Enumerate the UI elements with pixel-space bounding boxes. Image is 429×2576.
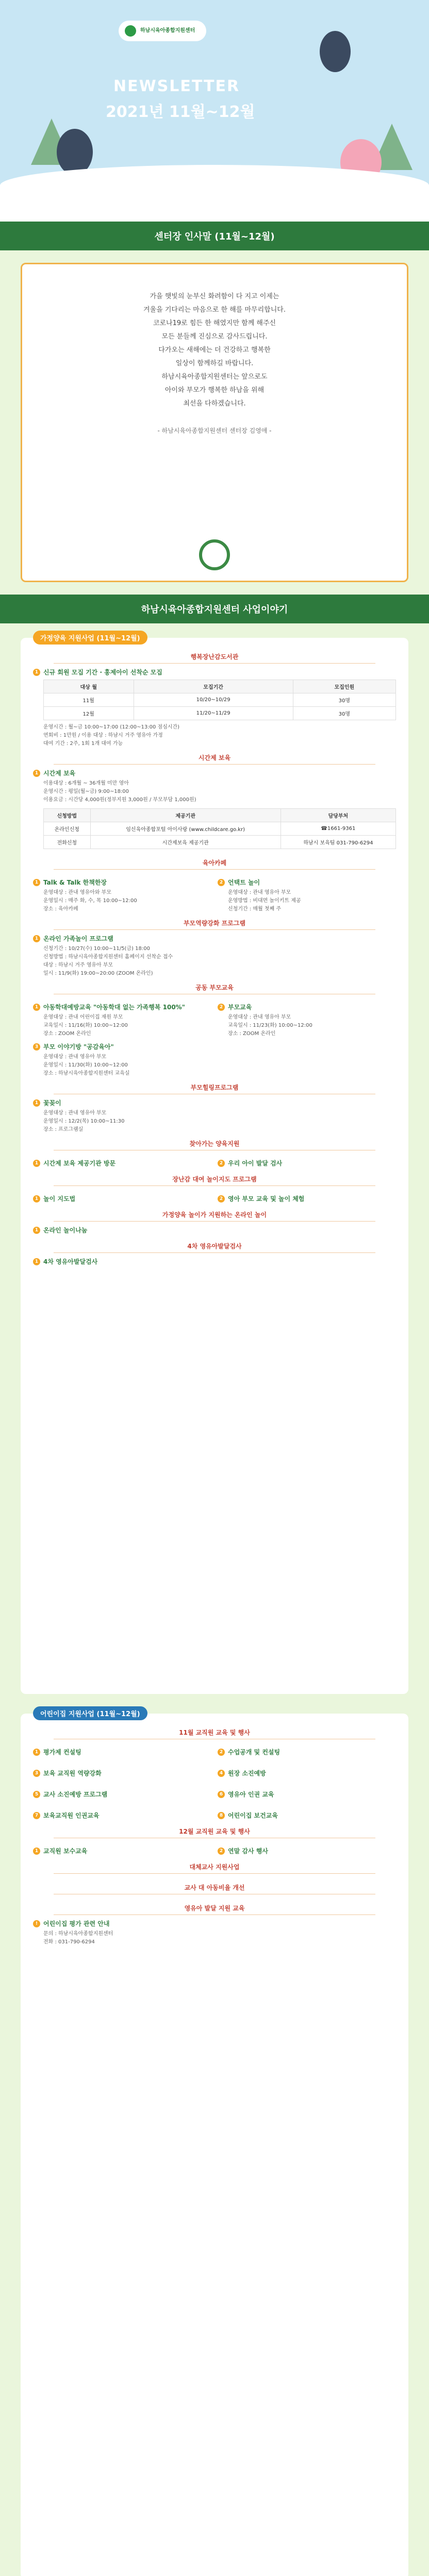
divider	[54, 1873, 375, 1874]
note-line: 운영일시 : 12/2(목) 10:00~11:30	[43, 1118, 125, 1124]
visit-grid	[33, 1155, 396, 1170]
item-title	[218, 1003, 396, 1011]
divider	[54, 929, 375, 930]
item-title-text: 꽃꽂이	[43, 1099, 61, 1107]
bullet-icon: 1	[33, 1160, 40, 1167]
item-title-text: 어린이집 평가 관련 안내	[43, 1920, 110, 1927]
item-title-text: 부모 이야기방 "공감육아"	[43, 1043, 114, 1050]
table-cell: 전화신청	[44, 836, 91, 849]
item-title-text: 온라인 가족놀이 프로그램	[43, 935, 113, 942]
sub-heading: 부모역량강화 프로그램	[183, 920, 246, 927]
note-line: 운영일시 : 11/30(화) 10:00~12:00	[43, 1062, 128, 1068]
item-title	[218, 1748, 396, 1756]
item-title-text: 교사 소진예방 프로그램	[43, 1791, 108, 1798]
toy-grid	[33, 1190, 396, 1205]
item-title	[33, 1790, 211, 1799]
item-title	[33, 769, 396, 777]
greeting-line: 아이와 부모가 행복한 하남을 위해	[164, 386, 265, 394]
bullet-icon: 1	[33, 1195, 40, 1202]
note-line: 운영일시 : 매주 화, 수, 목 10:00~12:00	[43, 898, 137, 904]
daycare-grid-2	[33, 1842, 396, 1857]
note-line: 운영시간 : 월~금 10:00~17:00 (12:00~13:00 점심시간)	[43, 724, 180, 730]
note-line: 운영대상 : 관내 영유아 부모	[43, 1110, 107, 1116]
bullet-icon: 1	[33, 879, 40, 886]
table-cell: 30명	[293, 693, 395, 707]
item-title	[33, 1042, 396, 1051]
bullet-icon: 6	[218, 1791, 225, 1798]
sub-heading: 교사 대 아동비율 개선	[184, 1884, 245, 1891]
item-title-text: Talk & Talk 한책한장	[43, 879, 107, 886]
bullet-icon: 3	[33, 1043, 40, 1050]
bullet-icon: 2	[218, 1160, 225, 1167]
item-title	[33, 668, 396, 676]
note-line: 이용대상 : 6개월 ~ 36개월 미만 영아	[43, 781, 129, 786]
penguin-icon	[57, 129, 93, 175]
item-title-text: 4차 영유아발달검사	[43, 1258, 98, 1265]
note-line: 운영시간 : 평일(월~금) 9:00~18:00	[43, 789, 129, 794]
item-title	[218, 1194, 396, 1203]
greeting-line: 최선을 다하겠습니다.	[183, 400, 246, 408]
item-notes	[218, 889, 396, 913]
note-line: 연회비 : 1만원 / 이용 대상 : 하남시 거주 영유아 가정	[43, 733, 163, 738]
item-title-text: 아동학대예방교육 "아동학대 없는 가족행복 100%"	[43, 1004, 185, 1011]
item-title	[33, 1846, 211, 1855]
table-row	[44, 693, 396, 707]
table-cell: 30명	[293, 707, 395, 720]
note-line: 운영대상 : 관내 영유아 부모	[43, 1054, 107, 1060]
item-title	[218, 1159, 396, 1167]
note-line: 운영대상 : 관내 영유아 부모	[228, 890, 291, 895]
item-title-text: 원장 소진예방	[228, 1770, 266, 1777]
greeting-line: 모든 분들께 진심으로 감사드립니다.	[161, 333, 268, 341]
note-line: 운영대상 : 관내 어린이집 재원 부모	[43, 1014, 123, 1020]
table-row	[44, 836, 396, 849]
sub-heading: 육아카페	[202, 859, 227, 867]
item-title	[33, 1159, 211, 1167]
item-title	[218, 878, 396, 887]
note-line: 교육일시 : 11/23(화) 10:00~12:00	[228, 1023, 312, 1028]
sub-heading: 11월 교직원 교육 및 행사	[179, 1729, 250, 1736]
greeting-section	[0, 250, 429, 595]
item-title-text: 보육 교직원 역량강화	[43, 1770, 102, 1777]
sub-heading: 12월 교직원 교육 및 행사	[179, 1828, 250, 1835]
item-notes	[218, 1013, 396, 1038]
table-cell: 12월	[44, 707, 134, 720]
bullet-icon: 1	[33, 669, 40, 676]
note-line: 이용요금 : 시간당 4,000원(정부지원 3,000원 / 부모부담 1,000원)	[43, 797, 196, 803]
bullet-icon: 2	[218, 1749, 225, 1756]
bullet-icon: 1	[33, 935, 40, 942]
item-title-text: 시간제 보육	[43, 770, 76, 777]
daycare-title-text: 어린이집 지원사업 (11월~12월)	[40, 1710, 140, 1718]
greeting-line: 코로나19로 힘든 한 해였지만 함께 해주신	[153, 319, 276, 327]
bullet-icon: !	[33, 1920, 40, 1927]
bullet-icon: 3	[33, 1770, 40, 1777]
greeting-line: 일상이 함께하길 바랍니다.	[175, 360, 254, 367]
snow-ground	[0, 165, 429, 222]
note-line: 장소 : 육아카페	[43, 906, 78, 912]
sub-heading: 공동 부모교육	[195, 984, 234, 991]
note-line: 장소 : 하남시육아종합지원센터 교육실	[43, 1071, 130, 1076]
item-title-text: 신규 회원 모집 기간 · 홍제아이 선착순 모집	[43, 669, 162, 676]
table-header: 모집기간	[134, 680, 293, 693]
table-header: 모집인원	[293, 680, 395, 693]
note-line: 일시 : 11/9(화) 19:00~20:00 (ZOOM 온라인)	[43, 971, 153, 976]
sub-heading: 시간제 보육	[198, 754, 231, 761]
item-title-text: 보육교직원 인권교육	[43, 1812, 100, 1819]
table-cell: 하남시 보육팀 031-790-6294	[280, 836, 395, 849]
item-notes	[33, 889, 211, 913]
item-title	[33, 1226, 396, 1234]
bullet-icon: 8	[218, 1812, 225, 1819]
greeting-signature: - 하남시육아종합지원센터 센터장 김영애 -	[157, 427, 272, 434]
sub-heading: 찾아가는 양육지원	[189, 1140, 240, 1147]
item-title-text: 시간제 보육 제공기관 방문	[43, 1160, 116, 1167]
logo-mark-icon	[125, 25, 136, 37]
item-notes	[33, 945, 396, 978]
note-line: 전화 : 031-790-6294	[43, 1939, 95, 1945]
item-title-text: 어린이집 보건교육	[228, 1812, 278, 1819]
item-title-text: 놀이 지도법	[43, 1195, 76, 1202]
divider	[54, 1252, 375, 1253]
edu-item	[33, 998, 211, 1038]
daycare-grid	[33, 1743, 396, 1822]
item-notes	[33, 1930, 396, 1946]
table-header: 대상 월	[44, 680, 134, 693]
greeting-banner: 센터장 인사말 (11월~12월)	[0, 222, 429, 250]
newsletter-date: 2021년 11월~12월	[106, 103, 255, 121]
sub-heading: 대체교사 지원사업	[189, 1863, 240, 1871]
divider	[54, 764, 375, 765]
table-header: 제공기관	[90, 809, 280, 822]
note-line: 장소 : ZOOM 온라인	[228, 1031, 276, 1037]
daycare-title	[33, 1706, 147, 1720]
note-line: 신청방법 : 하남시육아종합지원센터 홈페이지 선착순 접수	[43, 954, 173, 960]
logo-text: 하남시육아종합지원센터	[140, 28, 195, 33]
item-title-text: 교직원 보수교육	[43, 1848, 88, 1855]
daycare-card	[21, 1710, 408, 2576]
home-care-title	[33, 631, 147, 645]
home-care-card	[21, 635, 408, 1694]
item-title	[218, 1846, 396, 1855]
cafe-item	[218, 874, 396, 913]
sub-heading: 장난감 대여 놀이지도 프로그램	[172, 1176, 257, 1183]
item-title	[33, 1811, 211, 1820]
table-cell: 온라인신청	[44, 822, 91, 836]
item-title	[33, 1748, 211, 1756]
item-title	[33, 1769, 211, 1777]
item-title-text: 부모교육	[228, 1004, 252, 1011]
sub-heading: 가정양육 놀이가 지원하는 온라인 놀이	[162, 1211, 267, 1218]
bullet-icon: 1	[33, 770, 40, 777]
table-cell: 시간제보육 제공기관	[90, 836, 280, 849]
bullet-icon: 2	[218, 1004, 225, 1011]
bullet-icon: 2	[218, 1195, 225, 1202]
greeting-line: 다가오는 새해에는 더 건강하고 행복한	[158, 346, 271, 354]
item-notes	[33, 779, 396, 804]
edu-grid	[33, 998, 396, 1038]
item-title	[218, 1811, 396, 1820]
item-title-text: 평가제 컨설팅	[43, 1749, 81, 1756]
item-notes	[33, 1013, 211, 1038]
greeting-card	[21, 263, 408, 582]
sub-heading: 영유아 발달 지원 교육	[184, 1905, 245, 1912]
home-care-panel	[0, 623, 429, 1698]
table-cell: 10/20~10/29	[134, 693, 293, 707]
cafe-item	[33, 874, 211, 913]
item-title-text: 언택트 놀이	[228, 879, 260, 886]
edu-item	[218, 998, 396, 1038]
item-title-text: 연말 감사 행사	[228, 1848, 268, 1855]
bullet-icon: 1	[33, 1004, 40, 1011]
item-title	[33, 1194, 211, 1203]
bullet-icon: 1	[33, 1227, 40, 1234]
item-notes	[33, 1053, 396, 1078]
item-title	[218, 1790, 396, 1799]
table-cell: 11월	[44, 693, 134, 707]
item-title	[33, 1098, 396, 1107]
item-title-text: 수업공개 및 컨설팅	[228, 1749, 280, 1756]
divider	[54, 1914, 375, 1915]
greeting-line: 가을 햇빛의 눈부신 화려함이 다 지고 이제는	[150, 293, 279, 300]
bullet-icon: 5	[33, 1791, 40, 1798]
table-cell: 11/20~11/29	[134, 707, 293, 720]
divider	[54, 1185, 375, 1186]
item-title-text: 온라인 놀이나눔	[43, 1227, 88, 1234]
penguin-icon	[320, 31, 351, 72]
table-row	[44, 707, 396, 720]
item-notes	[33, 723, 396, 748]
greeting-line: 하남시육아종합지원센터는 앞으로도	[161, 373, 268, 381]
bullet-icon: 1	[33, 1848, 40, 1855]
table-row	[44, 822, 396, 836]
bullet-icon: 4	[218, 1770, 225, 1777]
note-line: 대여 기간 : 2주, 1회 1개 대여 가능	[43, 741, 123, 747]
daycare-panel	[0, 1698, 429, 2576]
bullet-icon: 7	[33, 1812, 40, 1819]
note-line: 운영대상 : 관내 영유아 부모	[228, 1014, 291, 1020]
item-title	[218, 1769, 396, 1777]
cafe-grid	[33, 874, 396, 913]
item-title	[33, 934, 396, 943]
note-line: 신청기간 : 10/27(수) 10:00~11/5(금) 18:00	[43, 946, 150, 952]
sub-heading: 행복장난감도서관	[190, 653, 239, 660]
bullet-icon: 2	[218, 1848, 225, 1855]
apply-table	[43, 808, 396, 849]
note-line: 운영방법 : 비대면 놀이키트 제공	[228, 898, 301, 904]
business-banner: 하남시육아종합지원센터 사업이야기	[0, 595, 429, 623]
item-title	[33, 1919, 396, 1928]
sub-heading: 부모힐링프로그램	[190, 1084, 239, 1091]
divider	[54, 869, 375, 870]
bullet-icon: 2	[218, 879, 225, 886]
divider	[54, 663, 375, 664]
item-title	[33, 1257, 396, 1266]
table-cell: ☎1661-9361	[280, 822, 395, 836]
bullet-icon: 1	[33, 1258, 40, 1265]
item-title-text: 영유아 인권 교육	[228, 1791, 274, 1798]
bullet-icon: 1	[33, 1099, 40, 1107]
note-line: 신청기간 : 매월 첫째 주	[228, 906, 282, 912]
divider	[54, 1221, 375, 1222]
hero-header	[0, 0, 429, 222]
item-notes	[33, 1109, 396, 1134]
item-title	[33, 1003, 211, 1011]
note-line: 장소 : ZOOM 온라인	[43, 1031, 91, 1037]
bullet-icon: 1	[33, 1749, 40, 1756]
note-line: 운영대상 : 관내 영유아와 부모	[43, 890, 112, 895]
wreath-icon	[199, 539, 230, 570]
sub-heading: 4차 영유아발달검사	[187, 1243, 242, 1250]
center-logo	[119, 21, 206, 41]
note-line: 문의 : 하남시육아종합지원센터	[43, 1931, 113, 1937]
home-care-title-text: 가정양육 지원사업 (11월~12월)	[40, 635, 140, 642]
item-title	[33, 878, 211, 887]
note-line: 장소 : 프로그램실	[43, 1127, 84, 1132]
item-title-text: 영아 부모 교육 및 놀이 체험	[228, 1195, 305, 1202]
item-title-text: 우리 아이 발달 검사	[228, 1160, 283, 1167]
note-line: 대상 : 하남시 거주 영유아 부모	[43, 962, 113, 968]
table-header: 담당부처	[280, 809, 395, 822]
greeting-line: 겨울을 기다리는 마음으로 한 해를 마무리합니다.	[143, 306, 286, 314]
table-header: 신청방법	[44, 809, 91, 822]
recruit-table	[43, 680, 396, 720]
newsletter-label: NEWSLETTER	[113, 77, 240, 95]
note-line: 교육일시 : 11/16(화) 10:00~12:00	[43, 1023, 128, 1028]
table-cell: 임신육아종합포털 아이사랑 (www.childcare.go.kr)	[90, 822, 280, 836]
